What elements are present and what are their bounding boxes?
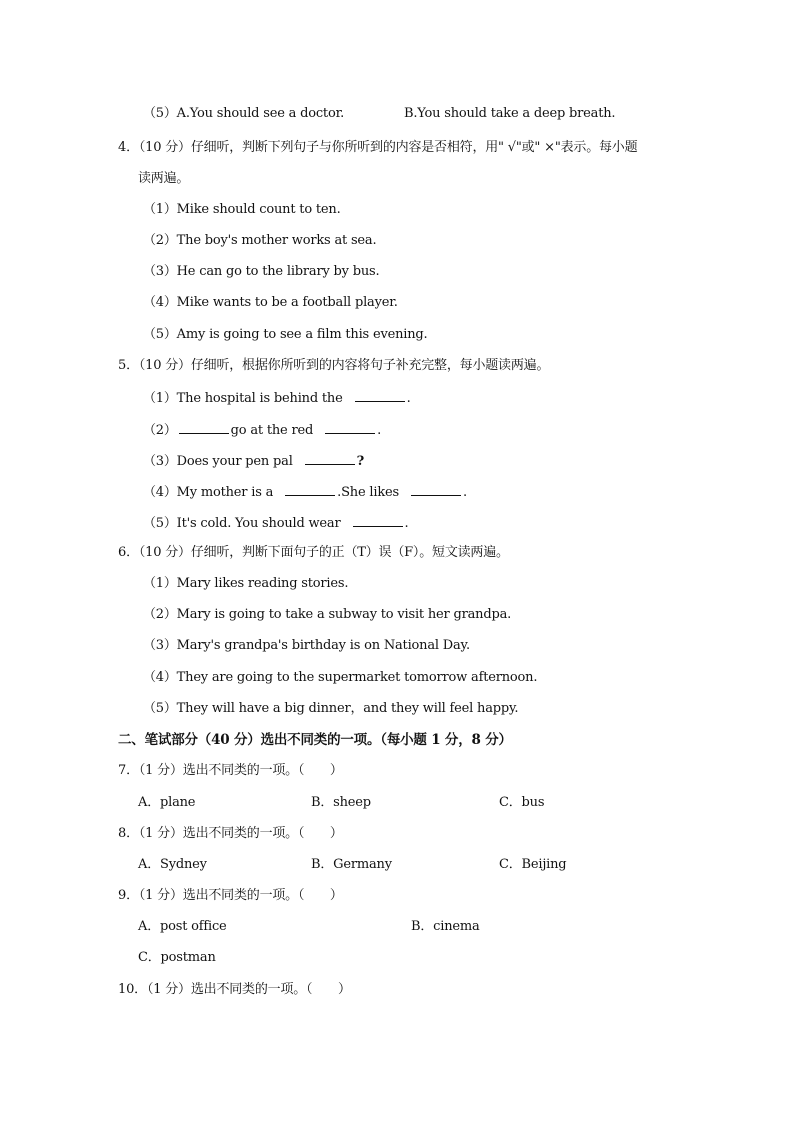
q5-item-number: （4）	[143, 485, 177, 500]
q5-item-number: （5）	[143, 516, 177, 531]
q6-item	[143, 576, 348, 592]
q4-item-number: （4）	[143, 295, 177, 310]
q5-item-punct: .	[377, 423, 382, 438]
q6-item-text: They will have a big dinner，and they will feel happy.	[176, 701, 519, 716]
q4-item-number: （3）	[143, 264, 177, 279]
q5-stem: 5．（10 分）仔细听，根据你所听到的内容将句子补充完整，每小题读两遍。	[118, 358, 550, 373]
q5-item	[143, 483, 467, 501]
answer-blank[interactable]	[285, 483, 335, 496]
q5-item-text: It's cold. You should wear	[176, 516, 341, 531]
q4-item	[143, 233, 376, 249]
q5-item-punct: ?	[356, 454, 365, 469]
q4-item-text: The boy's mother works at sea.	[176, 233, 377, 248]
q6-item	[143, 670, 537, 686]
answer-blank[interactable]	[179, 421, 229, 434]
q7-option-c[interactable]: C．bus	[499, 795, 545, 810]
q3-item5-option-a: A.You should see a doctor.	[176, 106, 345, 121]
q5-item-punct: .	[404, 516, 409, 531]
q5-item	[143, 514, 408, 532]
q6-item-text: They are going to the supermarket tomorrow afternoon.	[176, 670, 538, 685]
q4-stem-line2: 读两遍。	[138, 171, 190, 186]
q4-item	[143, 327, 427, 343]
q6-item-number: （1）	[143, 576, 177, 591]
answer-blank[interactable]	[355, 389, 405, 402]
q6-item-text: Mary likes reading stories.	[176, 576, 349, 591]
q9-stem: 9．（1 分）选出不同类的一项。（ ）	[118, 888, 343, 903]
q6-item	[143, 638, 470, 654]
q5-item-text: My mother is a	[176, 485, 274, 500]
q4-item-number: （5）	[143, 327, 177, 342]
q5-item	[143, 389, 411, 407]
q4-item-text: Amy is going to see a film this evening.	[176, 327, 428, 342]
q5-item-text: Does your pen pal	[176, 454, 293, 469]
q6-item-number: （5）	[143, 701, 177, 716]
answer-blank[interactable]	[305, 452, 355, 465]
q4-item-number: （1）	[143, 202, 177, 217]
q7-option-a[interactable]: A．plane	[138, 795, 196, 810]
q8-option-c[interactable]: C．Beijing	[499, 857, 567, 872]
q4-item	[143, 295, 398, 311]
q5-item	[143, 421, 381, 439]
q6-item-text: Mary is going to take a subway to visit her grandpa.	[176, 607, 512, 622]
q4-item-text: He can go to the library by bus.	[176, 264, 380, 279]
q3-item5-number: （5）	[143, 106, 177, 121]
q6-item-number: （3）	[143, 638, 177, 653]
q9-option-a[interactable]: A．post office	[138, 919, 227, 934]
q9-option-b[interactable]: B．cinema	[411, 919, 480, 934]
q8-option-a[interactable]: A．Sydney	[138, 857, 207, 872]
q6-item-text: Mary's grandpa's birthday is on National Day.	[176, 638, 470, 653]
q8-stem: 8．（1 分）选出不同类的一项。（ ）	[118, 826, 343, 841]
q7-option-b[interactable]: B．sheep	[311, 795, 371, 810]
answer-blank[interactable]	[411, 483, 461, 496]
q4-item-text: Mike should count to ten.	[176, 202, 341, 217]
q5-item-punct: .	[462, 485, 467, 500]
q3-item5	[143, 106, 344, 122]
q5-item-text: The hospital is behind the	[176, 391, 343, 406]
section-heading: 二、笔试部分（40 分）选出不同类的一项。（每小题 1 分，8 分）	[118, 732, 512, 748]
q6-item	[143, 701, 518, 717]
q8-option-b[interactable]: B．Germany	[311, 857, 392, 872]
q4-item	[143, 264, 379, 280]
q6-stem: 6．（10 分）仔细听，判断下面句子的正（T）误（F）。短文读两遍。	[118, 545, 509, 560]
answer-blank[interactable]	[325, 421, 375, 434]
q7-stem: 7．（1 分）选出不同类的一项。（ ）	[118, 763, 343, 778]
q6-item-number: （4）	[143, 670, 177, 685]
q5-item-number: （2）	[143, 423, 177, 438]
q3-item5-option-b: B.You should take a deep breath.	[404, 106, 616, 121]
q5-item-text: .She likes	[337, 485, 399, 500]
q4-item-number: （2）	[143, 233, 177, 248]
q10-stem: 10．（1 分）选出不同类的一项。（ ）	[118, 982, 351, 997]
q6-item-number: （2）	[143, 607, 177, 622]
q6-item	[143, 607, 511, 623]
answer-blank[interactable]	[353, 514, 403, 527]
q4-stem-line1: 4．（10 分）仔细听，判断下列句子与你所听到的内容是否相符，用" √"或" ×"表示。每小题	[118, 140, 638, 155]
q9-option-c[interactable]: C．postman	[138, 950, 216, 965]
q4-item	[143, 202, 341, 218]
q5-item-text: go at the red	[230, 423, 314, 438]
q5-item-punct: .	[406, 391, 411, 406]
q5-item	[143, 452, 364, 470]
q4-item-text: Mike wants to be a football player.	[176, 295, 398, 310]
q5-item-number: （1）	[143, 391, 177, 406]
q5-item-number: （3）	[143, 454, 177, 469]
